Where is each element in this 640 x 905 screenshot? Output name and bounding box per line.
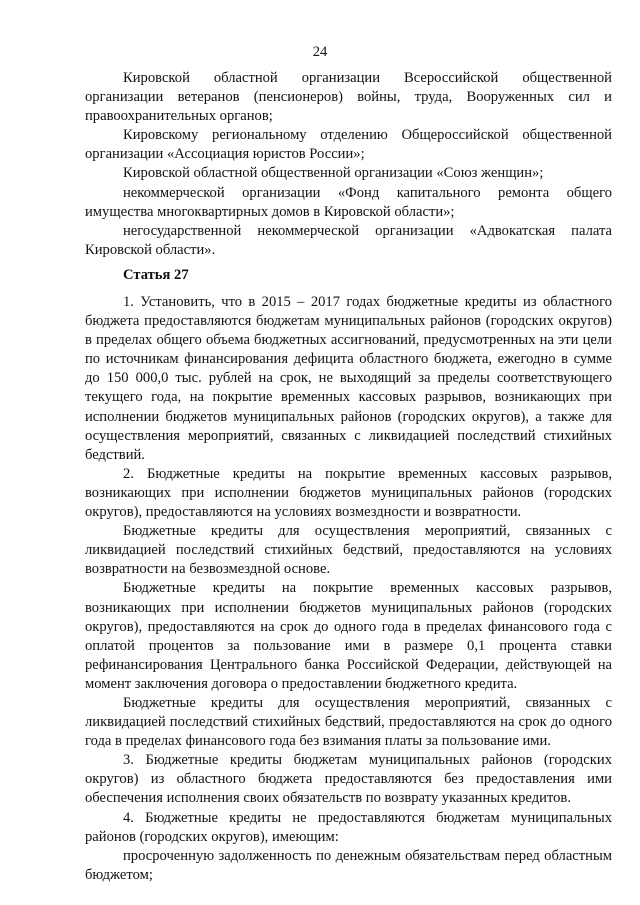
article-paragraph: Бюджетные кредиты для осуществления мероприятий, связанных с ликвидацией последствий стихийных бедствий, предоставляются на условиях возвратности на безвозмездной основе.: [85, 523, 612, 578]
intro-paragraph: некоммерческой организации «Фонд капитального ремонта общего имущества многоквартирных домов в Кировской области»;: [85, 184, 612, 220]
intro-paragraph: Кировской областной организации Всероссийской общественной организации ветеранов (пенсионеров) войны, труда, Вооруженных сил и правоохранительных органов;: [85, 70, 612, 125]
article-paragraph: Бюджетные кредиты на покрытие временных кассовых разрывов, возникающих при исполнении бюджетов муниципальных районов (городских округов), предоставляются на срок до одного года в пределах финансового года с оплатой процентов за пользование ими в размере 0,1 процента ставки рефинансирования Центрального банка Российской Федерации, действующей на момент заключения договора о предоставлении бюджетного кредита.: [85, 580, 612, 692]
article-paragraph: Бюджетные кредиты для осуществления мероприятий, связанных с ликвидацией последствий стихийных бедствий, предоставляются на срок до одного года в пределах финансового года без взимания платы за пользование ими.: [85, 694, 612, 750]
page-number: 24: [312, 44, 328, 60]
intro-paragraph: Кировскому региональному отделению Общероссийской общественной организации «Ассоциация юристов России»;: [85, 127, 612, 163]
intro-paragraph: негосударственной некоммерческой организации «Адвокатская палата Кировской области».: [85, 222, 612, 258]
article-paragraph: просроченную задолженность по денежным обязательствам перед областным бюджетом;: [85, 847, 612, 883]
article-paragraph: 2. Бюджетные кредиты на покрытие временных кассовых разрывов, возникающих при исполнении бюджетов муниципальных районов (городских округов), предоставляются на условиях возмездности и возвратности.: [85, 465, 612, 521]
article-section: [85, 293, 612, 885]
article-paragraph: 4. Бюджетные кредиты не предоставляются бюджетам муниципальных районов (городских округов), имеющим:: [85, 809, 612, 845]
article-paragraph: 3. Бюджетные кредиты бюджетам муниципальных районов (городских округов) из областного бюджета предоставляются без предоставления ими обеспечения исполнения своих обязательств по возврату указанных кредитов.: [85, 752, 612, 807]
intro-section: [85, 69, 612, 260]
intro-paragraph: Кировской областной общественной организации «Союз женщин»;: [123, 165, 544, 182]
article-title: Статья 27: [123, 267, 189, 283]
article-paragraph: 1. Установить, что в 2015 – 2017 годах бюджетные кредиты из областного бюджета предоставляются бюджетам муниципальных районов (городских округов) в пределах общего объема бюджетных ассигнований, предусмотренных на эти цели по источникам финансирования дефицита областного бюджета, ежегодно в сумме до 150 000,0 тыс. рублей на срок, не выходящий за пределы соответствующего текущего года, на покрытие временных кассовых разрывов, возникающих при исполнении бюджетов муниципальных районов (городских округов), а также для осуществления мероприятий, связанных с ликвидацией последствий стихийных бедствий.: [85, 294, 612, 463]
